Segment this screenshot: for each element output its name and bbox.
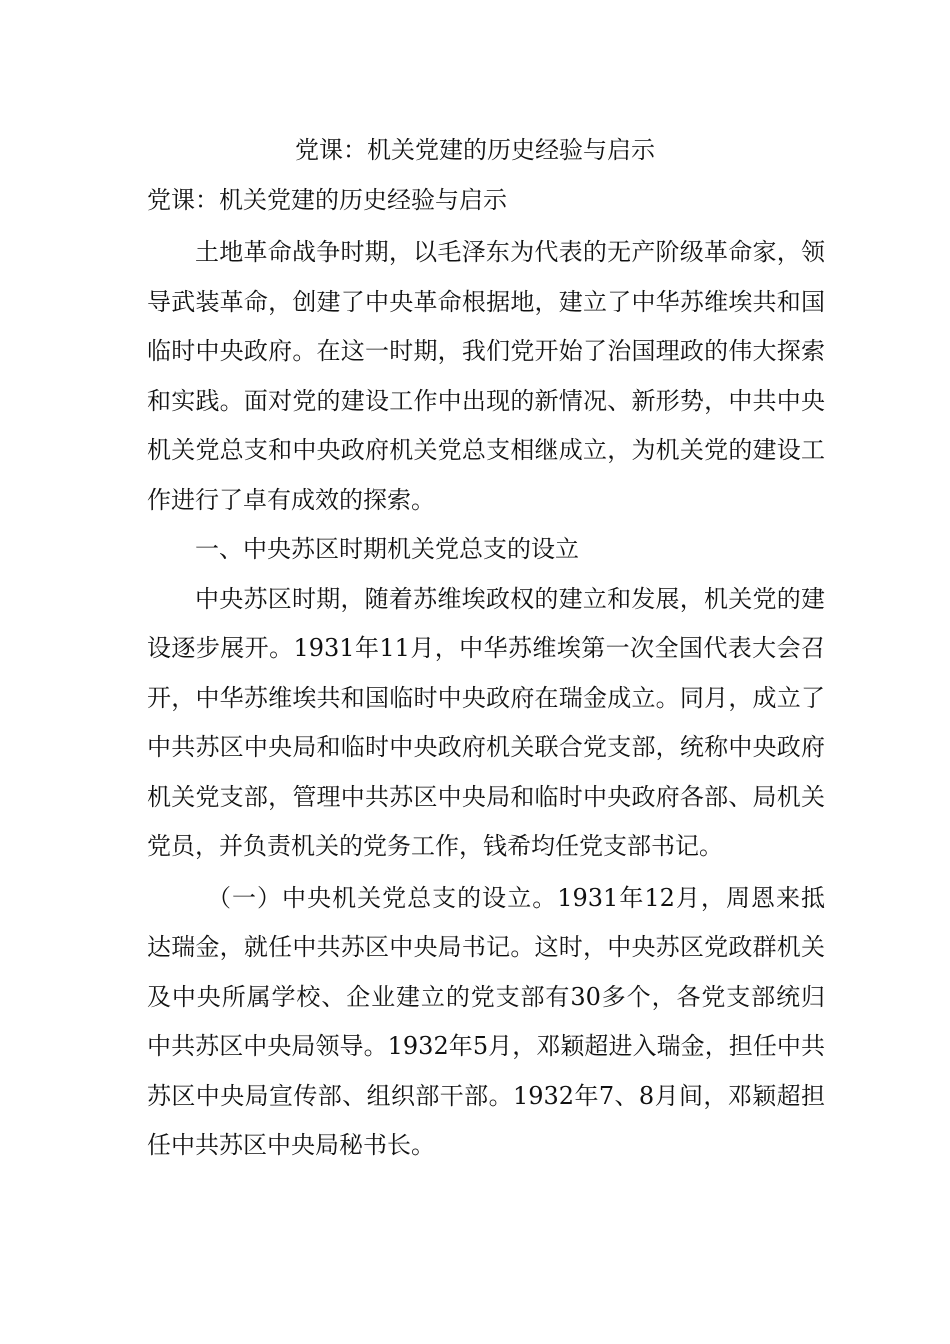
paragraph-central-branch: （一）中央机关党总支的设立。1931年12月，周恩来抵达瑞金，就任中共苏区中央局书记。这时，中央苏区党政群机关及中央所属学校、企业建立的党支部有30多个，各党支部统归中共苏区中央局领导。1932年5月，邓颖超进入瑞金，担任中共苏区中央局宣传部、组织部干部。1932年7、8月间，邓颖超担任中共苏区中央局秘书长。 [147,883,825,1159]
document-body [147,228,825,1171]
paragraph-central-soviet: 中央苏区时期，随着苏维埃政权的建立和发展，机关党的建设逐步展开。1931年11月，中华苏维埃第一次全国代表大会召开，中华苏维埃共和国临时中央政府在瑞金成立。同月，成立了中共苏区中央局和临时中央政府机关联合党支部，统称中央政府机关党支部，管理中共苏区中央局和临时中央政府各部、局机关党员，并负责机关的党务工作，钱希均任党支部书记。 [147,584,825,860]
document-title: 党课：机关党建的历史经验与启示 [295,136,655,164]
paragraph-intro: 土地革命战争时期，以毛泽东为代表的无产阶级革命家，领导武装革命，创建了中央革命根据地，建立了中华苏维埃共和国临时中央政府。在这一时期，我们党开始了治国理政的伟大探索和实践。面对党的建设工作中出现的新情况、新形势，中共中央机关党总支和中央政府机关党总支相继成立，为机关党的建设工作进行了卓有成效的探索。 [147,238,825,514]
document-subtitle: 党课：机关党建的历史经验与启示 [147,186,507,214]
section-heading: 一、中央苏区时期机关党总支的设立 [195,535,579,563]
